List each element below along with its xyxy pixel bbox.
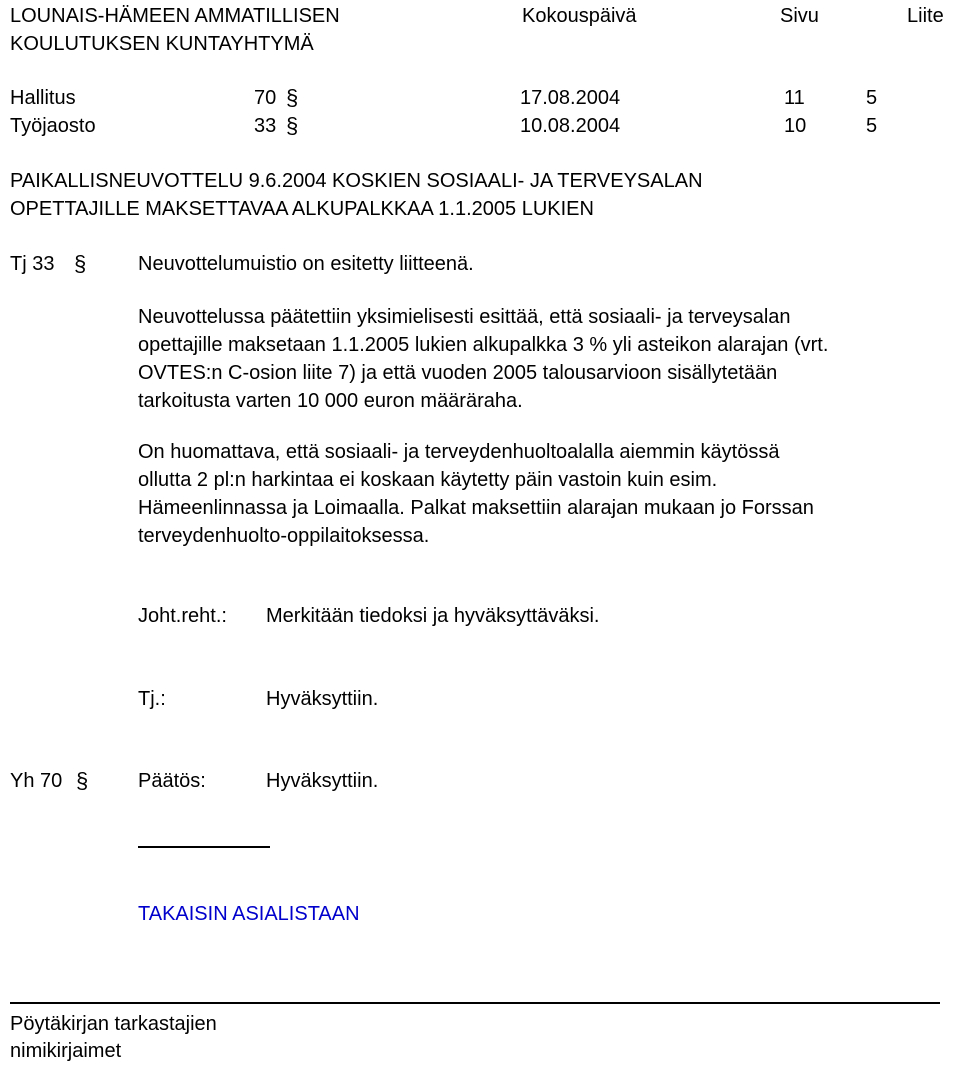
meeting-page: 10 [784,115,807,137]
meeting-section: 70 [254,87,277,109]
section-divider [138,846,270,848]
meeting-body: Hallitus [10,87,76,109]
paragraph-line: opettajille maksetaan 1.1.2005 lukien alkupalkka 3 % yli asteikon alarajan (vrt. [138,334,829,356]
meeting-date: 17.08.2004 [520,87,621,109]
paragraph-line: Hämeenlinnassa ja Loimaalla. Palkat maksettiin alarajan mukaan jo Forssan [138,497,814,519]
meeting-section: 33 [254,115,277,137]
tj-section-label: Tj 33 [10,253,55,275]
document-title-line1: PAIKALLISNEUVOTTELU 9.6.2004 KOSKIEN SOSIAALI- JA TERVEYSALAN [10,170,703,192]
meeting-date: 10.08.2004 [520,115,621,137]
document-title-line2: OPETTAJILLE MAKSETTAVAA ALKUPALKKAA 1.1.2005 LUKIEN [10,198,594,220]
footer-initials-line1: Pöytäkirjan tarkastajien [10,1013,217,1035]
header-page-label: Sivu [780,5,819,27]
header-meeting-date-label: Kokouspäivä [522,5,637,27]
paragraph-line: OVTES:n C-osion liite 7) ja että vuoden 2005 talousarvioon sisällytetään [138,362,778,384]
footer-initials-line2: nimikirjaimet [10,1040,122,1062]
tj-decision-label: Tj.: [138,688,166,710]
section-symbol-icon: § [286,113,299,138]
meeting-body: Työjaosto [10,115,96,137]
meeting-page: 11 [784,87,805,109]
proposal-label: Joht.reht.: [138,605,227,627]
meeting-attachment: 5 [866,115,878,137]
organization-name-line1: LOUNAIS-HÄMEEN AMMATILLISEN [10,5,340,27]
section-symbol-icon: § [74,251,87,276]
paragraph-line: tarkoitusta varten 10 000 euron määräraha. [138,390,523,412]
footer-divider [10,1002,940,1004]
paragraph-line: On huomattava, että sosiaali- ja terveydenhuoltoalalla aiemmin käytössä [138,441,780,463]
paragraph-line: terveydenhuolto-oppilaitoksessa. [138,525,430,547]
header-attachment-label: Liite [907,5,944,27]
back-to-agenda-link[interactable]: TAKAISIN ASIALISTAAN [138,903,360,925]
proposal-text: Merkitään tiedoksi ja hyväksyttäväksi. [266,605,600,627]
yh-decision-label: Päätös: [138,770,206,792]
paragraph-line: ollutta 2 pl:n harkintaa ei koskaan käytetty päin vastoin kuin esim. [138,469,718,491]
yh-decision-text: Hyväksyttiin. [266,770,379,792]
section-symbol-icon: § [286,85,299,110]
paragraph-line: Neuvottelussa päätettiin yksimielisesti esittää, että sosiaali- ja terveysalan [138,306,791,328]
section-symbol-icon: § [76,768,89,793]
tj-intro: Neuvottelumuistio on esitetty liitteenä. [138,253,474,275]
organization-name-line2: KOULUTUKSEN KUNTAYHTYMÄ [10,33,314,55]
tj-decision-text: Hyväksyttiin. [266,688,379,710]
yh-section-label: Yh 70 [10,770,63,792]
meeting-attachment: 5 [866,87,878,109]
